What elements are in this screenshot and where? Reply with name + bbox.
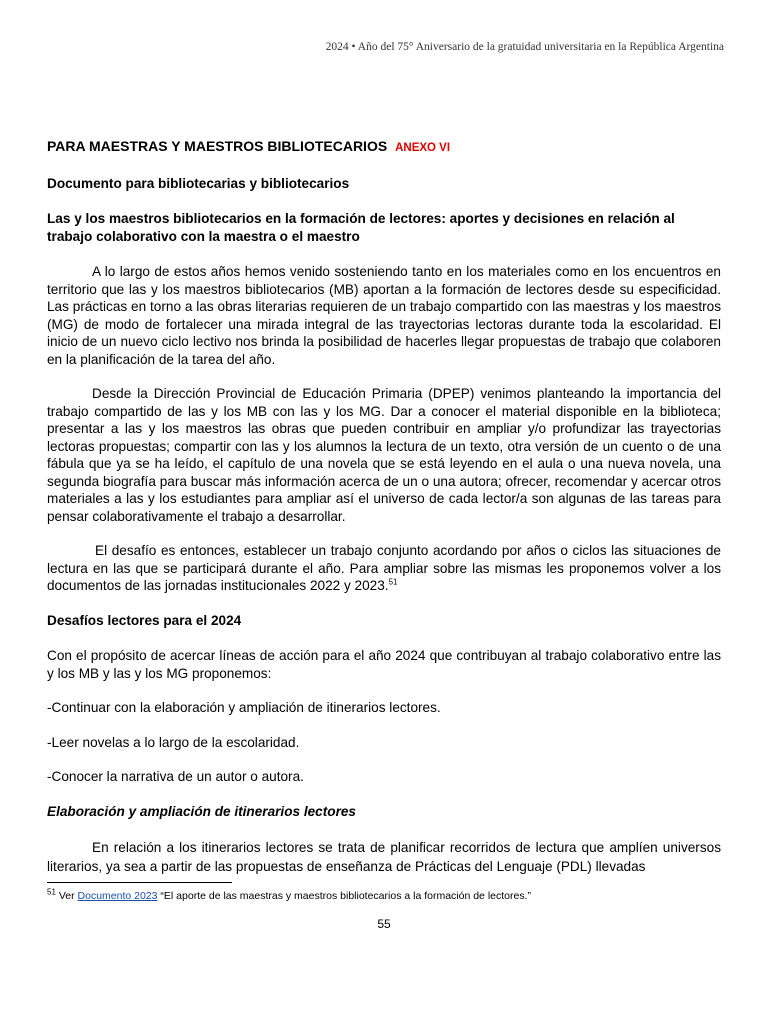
footnote-prefix: Ver (58, 890, 75, 902)
footnote-document-link[interactable]: Documento 2023 (77, 890, 158, 902)
document-subtitle: Documento para bibliotecarias y bibliotecarios (47, 175, 350, 191)
footnote-marker: 51 (47, 887, 56, 897)
paragraph-1: A lo largo de estos años hemos venido sosteniendo tanto en los materiales como en los encuentros en territorio que las y los maestros bibliotecarios (MB) aportan a la formación de lectores desde su especificidad. Las prácticas en torno a las obras literarias requieren de un trabajo compartido con las maestras y los maestros (MG) de modo de fortalecer una mirada integral de las trayectorias lectoras durante toda la escolaridad. El inicio de un nuevo ciclo lectivo nos brinda la posibilidad de hacerles llegar propuestas de trabajo que colaboren en la planificación de la tarea del año. (47, 264, 721, 367)
paragraph-3-text: El desafío es entonces, establecer un trabajo conjunto acordando por años o ciclos las situaciones de lectura en las que se participará durante el año. Para ampliar sobre las mismas les proponemos volver a los documentos de las jornadas institucionales 2022 y 2023. (47, 543, 721, 593)
list-item: -Conocer la narrativa de un autor o autora. (47, 769, 304, 784)
section-title-desafios: Desafíos lectores para el 2024 (47, 612, 242, 628)
footnote (47, 889, 727, 903)
page-content (47, 138, 721, 876)
footnote-divider (47, 882, 232, 883)
paragraph-5: En relación a los itinerarios lectores se trata de planificar recorridos de lectura que amplíen universos literarios, ya sea a partir de las propuestas de enseñanza de Prácticas del Lenguaje (PDL) llevadas (47, 840, 721, 874)
page-header: 2024 • Año del 75° Aniversario de la gratuidad universitaria en la República Argentina (325, 41, 724, 53)
paragraph-2: Desde la Dirección Provincial de Educación Primaria (DPEP) venimos planteando la importancia del trabajo compartido de las y los MB con las y los MG. Dar a conocer el material disponible en la biblioteca; presentar a las y los maestros las obras que pueden contribuir en ampliar y/o profundizar las trayectorias lectoras propuestas; compartir con las y los alumnos la lectura de un texto, otra versión de un cuento o de una fábula que ya se ha leído, el capítulo de una novela que se está leyendo en el aula o una nueva novela, una segunda biografía para buscar más información acerca de un o una autora; ofrecer, recomendar y acercar otros materiales a las y los estudiantes para ampliar así el universo de cada lector/a son algunas de las tareas para pensar colaborativamente el trabajo a desarrollar. (47, 386, 721, 524)
paragraph-4: Con el propósito de acercar líneas de acción para el año 2024 que contribuyan al trabajo colaborativo entre las y los MB y las y los MG proponemos: (47, 648, 721, 681)
list-item: -Leer novelas a lo largo de la escolaridad. (47, 734, 300, 750)
section-title-itinerarios: Elaboración y ampliación de itinerarios lectores (47, 803, 356, 819)
footnote-text: “El aporte de las maestras y maestros bibliotecarios a la formación de lectores.” (160, 890, 531, 902)
document-title-text: PARA MAESTRAS Y MAESTROS BIBLIOTECARIOS (47, 138, 388, 154)
paragraph-3 (47, 542, 721, 595)
footnote-reference[interactable]: 51 (388, 577, 398, 587)
document-heading: Las y los maestros bibliotecarios en la formación de lectores: aportes y decisiones en relación al trabajo colaborativo con la maestra o el maestro (47, 211, 675, 244)
list-item: -Continuar con la elaboración y ampliación de itinerarios lectores. (47, 700, 441, 715)
annex-label: ANEXO VI (395, 142, 451, 154)
page-number: 55 (377, 917, 391, 931)
document-title (47, 138, 721, 158)
